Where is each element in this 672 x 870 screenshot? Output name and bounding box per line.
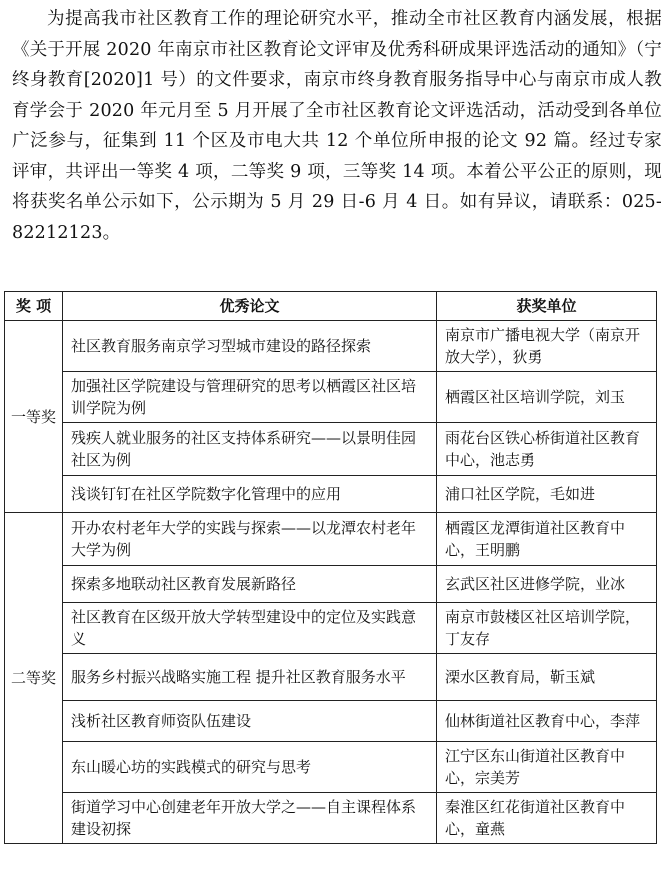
table-row bbox=[5, 566, 657, 603]
rank-first-prize: 一等奖 bbox=[5, 321, 63, 513]
table-row bbox=[5, 513, 657, 566]
paper-title: 浅析社区教育师资队伍建设 bbox=[63, 701, 437, 742]
table-row bbox=[5, 372, 657, 423]
paper-title: 社区教育在区级开放大学转型建设中的定位及实践意义 bbox=[63, 603, 437, 654]
award-unit: 仙林街道社区教育中心，李萍 bbox=[437, 701, 657, 742]
award-unit: 南京市广播电视大学（南京开放大学），狄勇 bbox=[437, 321, 657, 372]
table-row bbox=[5, 321, 657, 372]
rank-second-prize: 二等奖 bbox=[5, 513, 63, 844]
award-unit: 栖霞区龙潭街道社区教育中心，王明鹏 bbox=[437, 513, 657, 566]
award-unit: 溧水区教育局，靳玉斌 bbox=[437, 654, 657, 701]
paper-title: 开办农村老年大学的实践与探索——以龙潭农村老年大学为例 bbox=[63, 513, 437, 566]
award-unit: 玄武区社区进修学院，业冰 bbox=[437, 566, 657, 603]
award-unit: 栖霞区社区培训学院，刘玉 bbox=[437, 372, 657, 423]
table-row bbox=[5, 793, 657, 844]
award-unit: 南京市鼓楼区社区培训学院，丁友存 bbox=[437, 603, 657, 654]
award-unit: 秦淮区红花街道社区教育中心，童燕 bbox=[437, 793, 657, 844]
paper-title: 街道学习中心创建老年开放大学之——自主课程体系建设初探 bbox=[63, 793, 437, 844]
paper-title: 加强社区学院建设与管理研究的思考以栖霞区社区培训学院为例 bbox=[63, 372, 437, 423]
paper-title: 浅谈钉钉在社区学院数字化管理中的应用 bbox=[63, 476, 437, 513]
table-row bbox=[5, 742, 657, 793]
header-unit: 获奖单位 bbox=[437, 292, 657, 321]
award-unit: 雨花台区铁心桥街道社区教育中心，池志勇 bbox=[437, 423, 657, 476]
intro-paragraph: 为提高我市社区教育工作的理论研究水平，推动全市社区教育内涵发展，根据《关于开展 2020 年南京市社区教育论文评审及优秀科研成果评选活动的通知》（宁终身教育[2020]1 号）的文件要求，南京市终身教育服务指导中心与南京市成人教育学会于 2020 年元月至 5 月开展了全市社区教育论文评选活动，活动受到各单位广泛参与，征集到 11 个区及市电大共 12 个单位所申报的论文 92 篇。经过专家评审，共评出一等奖 4 项，二等奖 9 项，三等奖 14 项。本着公平公正的原则，现将获奖名单公示如下，公示期为 5 月 29 日-6 月 4 日。如有异议，请联系：025-82212123。 bbox=[12, 9, 662, 243]
paper-title: 社区教育服务南京学习型城市建设的路径探索 bbox=[63, 321, 437, 372]
paper-title: 服务乡村振兴战略实施工程 提升社区教育服务水平 bbox=[63, 654, 437, 701]
table-row bbox=[5, 701, 657, 742]
paper-title: 残疾人就业服务的社区支持体系研究——以景明佳园社区为例 bbox=[63, 423, 437, 476]
table-row bbox=[5, 476, 657, 513]
table-header-row bbox=[5, 292, 657, 321]
award-unit: 江宁区东山街道社区教育中心，宗美芳 bbox=[437, 742, 657, 793]
awards-table bbox=[4, 291, 657, 844]
header-rank: 奖 项 bbox=[5, 292, 63, 321]
table-row bbox=[5, 603, 657, 654]
paper-title: 东山暖心坊的实践模式的研究与思考 bbox=[63, 742, 437, 793]
award-unit: 浦口社区学院，毛如进 bbox=[437, 476, 657, 513]
table-row bbox=[5, 423, 657, 476]
table-row bbox=[5, 654, 657, 701]
header-paper: 优秀论文 bbox=[63, 292, 437, 321]
paper-title: 探索多地联动社区教育发展新路径 bbox=[63, 566, 437, 603]
